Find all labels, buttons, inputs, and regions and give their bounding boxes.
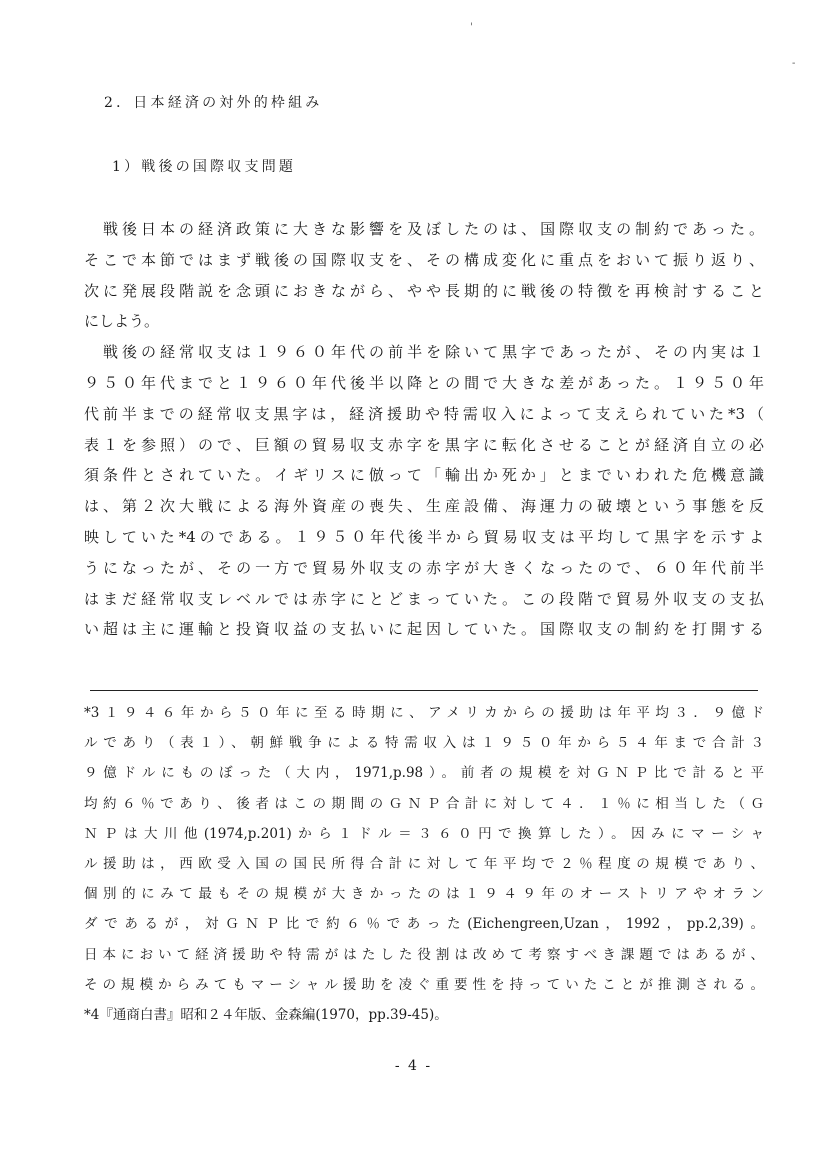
- footnotes: [84, 698, 764, 1030]
- footnote-divider: [90, 690, 758, 691]
- subsection-heading: 1）戦後の国際収支問題: [112, 159, 297, 175]
- footnote-line: 個別的にみて最もその規模が大きかったのは１９４９年のオーストリアやオラン: [84, 886, 764, 903]
- footnote-line: ９億ドルにものぼった（大内，1971,p.98）。前者の規模を対ＧＮＰ比で計ると平: [84, 765, 764, 782]
- scan-mark: ': [470, 22, 473, 33]
- body-line: は、第２次大戦による海外資産の喪失、生産設備、海運力の破壊という事態を反: [84, 497, 764, 516]
- body-line: 戦後の経常収支は１９６０年代の前半を除いて黒字であったが、その内実は１: [84, 343, 764, 362]
- body-line: にしよう。: [84, 312, 160, 331]
- footnote-line: ダであるが，対ＧＮＰ比で約６％であった(Eichengreen,Uzan，1992，pp.2,39)。: [84, 916, 764, 933]
- section-heading: 2．日本経済の対外的枠組み: [104, 95, 323, 111]
- body-line: 戦後日本の経済政策に大きな影響を及ぼしたのは、国際収支の制約であった。: [84, 220, 764, 238]
- body-line: 須条件とされていた。イギリスに倣って「輸出か死か」とまでいわれた危機意識: [84, 466, 764, 485]
- body-text: [84, 214, 764, 645]
- footnote-line: 日本において経済援助や特需がはたした役割は改めて考察すべき課題ではあるが、: [84, 946, 764, 963]
- footnote-line: *3１９４６年から５０年に至る時期に、アメリカからの援助は年平均３．９億ド: [84, 705, 764, 721]
- footnote-line: ルであり（表１）、朝鮮戦争による特需収入は１９５０年から５４年まで合計３: [84, 735, 764, 752]
- footnote-line: 均約６％であり、後者はこの期間のＧＮＰ合計に対して４．１％に相当した（Ｇ: [84, 795, 764, 812]
- body-line: 代前半までの経常収支黒字は，経済援助や特需収入によって支えられていた*3（: [84, 404, 764, 423]
- body-line: 次に発展段階説を念頭におきながら、やや長期的に戦後の特徴を再検討すること: [84, 281, 764, 300]
- body-line: 映していた*4のである。１９５０年代後半から貿易収支は平均して黒字を示すよ: [84, 527, 764, 546]
- body-line: はまだ経常収支レベルでは赤字にとどまっていた。この段階で貿易外収支の支払: [84, 589, 764, 608]
- footnote-line: *4『通商白書』昭和２４年版、金森編(1970，pp.39-45)。: [84, 1006, 448, 1023]
- body-line: ９５０年代までと１９６０年代後半以降との間で大きな差があった。１９５０年: [84, 373, 764, 392]
- body-line: そこで本節ではまず戦後の国際収支を、その構成変化に重点をおいて振り返り、: [84, 250, 764, 269]
- footnote-line: その規模からみてもマーシャル援助を凌ぐ重要性を持っていたことが推測される。: [84, 976, 764, 993]
- body-line: い超は主に運輸と投資収益の支払いに起因していた。国際収支の制約を打開する: [84, 620, 764, 639]
- page-number: - 4 -: [394, 1058, 433, 1074]
- scan-mark: -: [792, 58, 796, 69]
- body-line: 表１を参照）ので、巨額の貿易収支赤字を黒字に転化させることが経済自立の必: [84, 435, 764, 454]
- footnote-line: ＮＰは大川他(1974,p.201)から１ドル＝３６０円で換算した）。因みにマーシャ: [84, 825, 764, 842]
- footnote-line: ル援助は，西欧受入国の国民所得合計に対して年平均で２％程度の規模であり、: [84, 855, 764, 872]
- body-line: うになったが、その一方で貿易外収支の赤字が大きくなったので、６０年代前半: [84, 558, 764, 577]
